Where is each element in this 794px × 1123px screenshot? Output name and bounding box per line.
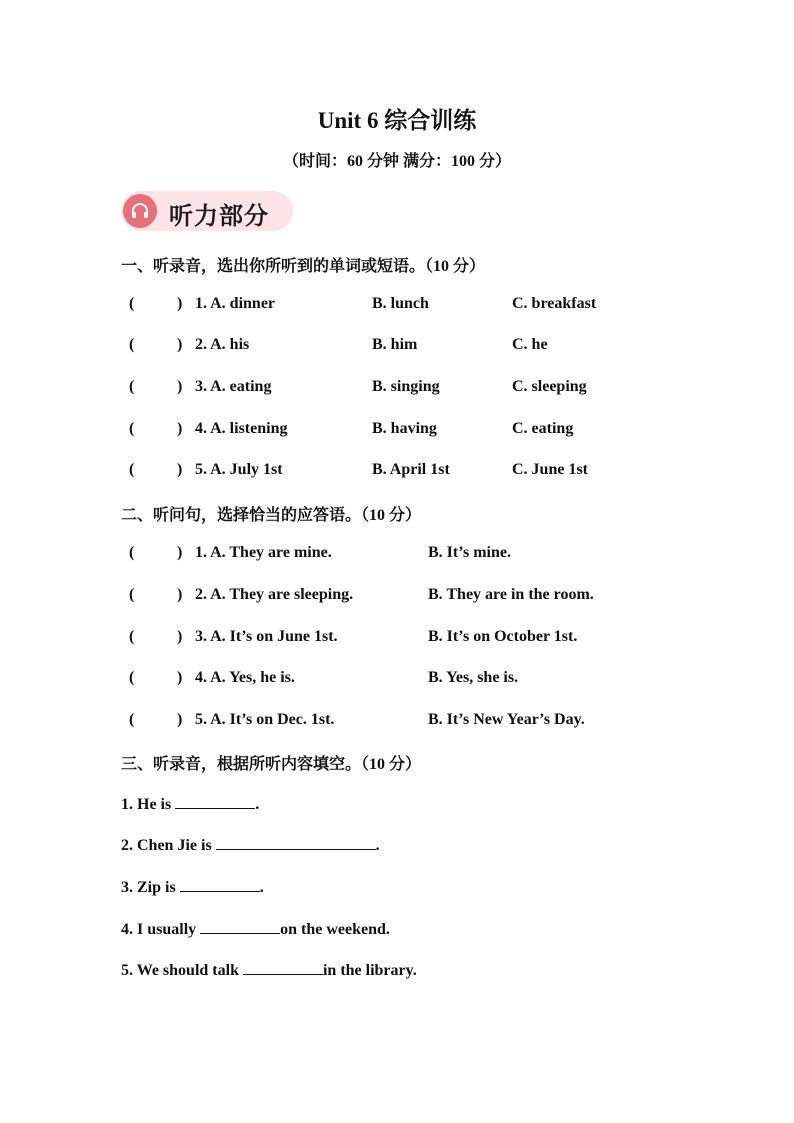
option-a: 3. A. It’s on June 1st. bbox=[195, 628, 338, 645]
option-c: C. June 1st bbox=[512, 461, 589, 478]
option-b: B. They are in the room. bbox=[428, 586, 594, 603]
part3-heading: 三、听录音，根据所听内容填空。（10 分） bbox=[121, 756, 422, 773]
option-a: 3. A. eating bbox=[195, 378, 272, 395]
fill-text-before: 3. Zip is bbox=[121, 879, 180, 896]
answer-paren-open: ( bbox=[129, 544, 135, 561]
option-c: C. he bbox=[512, 336, 548, 353]
fill-text-before: 5. We should talk bbox=[121, 962, 243, 979]
page-title: Unit 6 综合训练 bbox=[317, 108, 477, 133]
answer-paren-close: ) bbox=[177, 711, 183, 728]
option-b: B. having bbox=[372, 420, 437, 437]
option-a: 4. A. Yes, he is. bbox=[195, 669, 295, 686]
answer-blank[interactable] bbox=[200, 919, 280, 934]
option-a: 2. A. They are sleeping. bbox=[195, 586, 354, 603]
option-a: 2. A. his bbox=[195, 336, 250, 353]
fill-text-before: 1. He is bbox=[121, 796, 176, 813]
page-subtitle: （时间：60 分钟 满分：100 分） bbox=[282, 153, 511, 170]
option-b: B. It’s mine. bbox=[428, 544, 511, 561]
answer-paren-open: ( bbox=[129, 420, 135, 437]
fill-text-after: . bbox=[375, 837, 380, 854]
fill-text-after: . bbox=[255, 796, 260, 813]
option-b: B. Yes, she is. bbox=[428, 669, 519, 686]
section-banner bbox=[121, 191, 293, 231]
option-b: B. lunch bbox=[372, 295, 429, 312]
fill-text-after: in the library. bbox=[322, 962, 417, 979]
fill-item-3 bbox=[121, 877, 264, 897]
option-b: B. It’s on October 1st. bbox=[428, 628, 578, 645]
part2-heading: 二、听问句，选择恰当的应答语。（10 分） bbox=[121, 507, 422, 524]
answer-paren-close: ) bbox=[177, 669, 183, 686]
option-a: 4. A. listening bbox=[195, 420, 288, 437]
fill-item-1 bbox=[121, 794, 259, 814]
answer-paren-open: ( bbox=[129, 378, 135, 395]
answer-blank[interactable] bbox=[216, 835, 376, 850]
option-b: B. It’s New Year’s Day. bbox=[428, 711, 585, 728]
fill-item-5 bbox=[121, 960, 417, 980]
answer-paren-open: ( bbox=[129, 711, 135, 728]
option-a: 5. A. July 1st bbox=[195, 461, 283, 478]
answer-paren-close: ) bbox=[177, 544, 183, 561]
banner-label: 听力部分 bbox=[169, 202, 269, 230]
option-b: B. April 1st bbox=[372, 461, 450, 478]
fill-text-after: . bbox=[259, 879, 264, 896]
answer-paren-open: ( bbox=[129, 628, 135, 645]
answer-paren-close: ) bbox=[177, 295, 183, 312]
option-c: C. breakfast bbox=[512, 295, 597, 312]
answer-paren-open: ( bbox=[129, 336, 135, 353]
answer-paren-open: ( bbox=[129, 295, 135, 312]
option-c: C. sleeping bbox=[512, 378, 587, 395]
answer-blank[interactable] bbox=[243, 960, 323, 975]
answer-paren-close: ) bbox=[177, 420, 183, 437]
answer-blank[interactable] bbox=[175, 794, 255, 809]
option-b: B. singing bbox=[372, 378, 440, 395]
answer-paren-close: ) bbox=[177, 461, 183, 478]
option-a: 1. A. They are mine. bbox=[195, 544, 332, 561]
answer-paren-close: ) bbox=[177, 378, 183, 395]
option-c: C. eating bbox=[512, 420, 574, 437]
fill-item-4 bbox=[121, 919, 390, 939]
answer-paren-open: ( bbox=[129, 669, 135, 686]
answer-paren-close: ) bbox=[177, 628, 183, 645]
fill-item-2 bbox=[121, 835, 380, 855]
option-a: 1. A. dinner bbox=[195, 295, 276, 312]
answer-paren-close: ) bbox=[177, 586, 183, 603]
headphones-icon bbox=[123, 194, 157, 228]
fill-text-before: 4. I usually bbox=[121, 921, 201, 938]
answer-paren-open: ( bbox=[129, 586, 135, 603]
fill-text-before: 2. Chen Jie is bbox=[121, 837, 216, 854]
answer-paren-open: ( bbox=[129, 461, 135, 478]
option-b: B. him bbox=[372, 336, 418, 353]
option-a: 5. A. It’s on Dec. 1st. bbox=[195, 711, 335, 728]
answer-paren-close: ) bbox=[177, 336, 183, 353]
part1-heading: 一、听录音，选出你所听到的单词或短语。（10 分） bbox=[121, 258, 486, 275]
fill-text-after: on the weekend. bbox=[280, 921, 390, 938]
answer-blank[interactable] bbox=[180, 877, 260, 892]
